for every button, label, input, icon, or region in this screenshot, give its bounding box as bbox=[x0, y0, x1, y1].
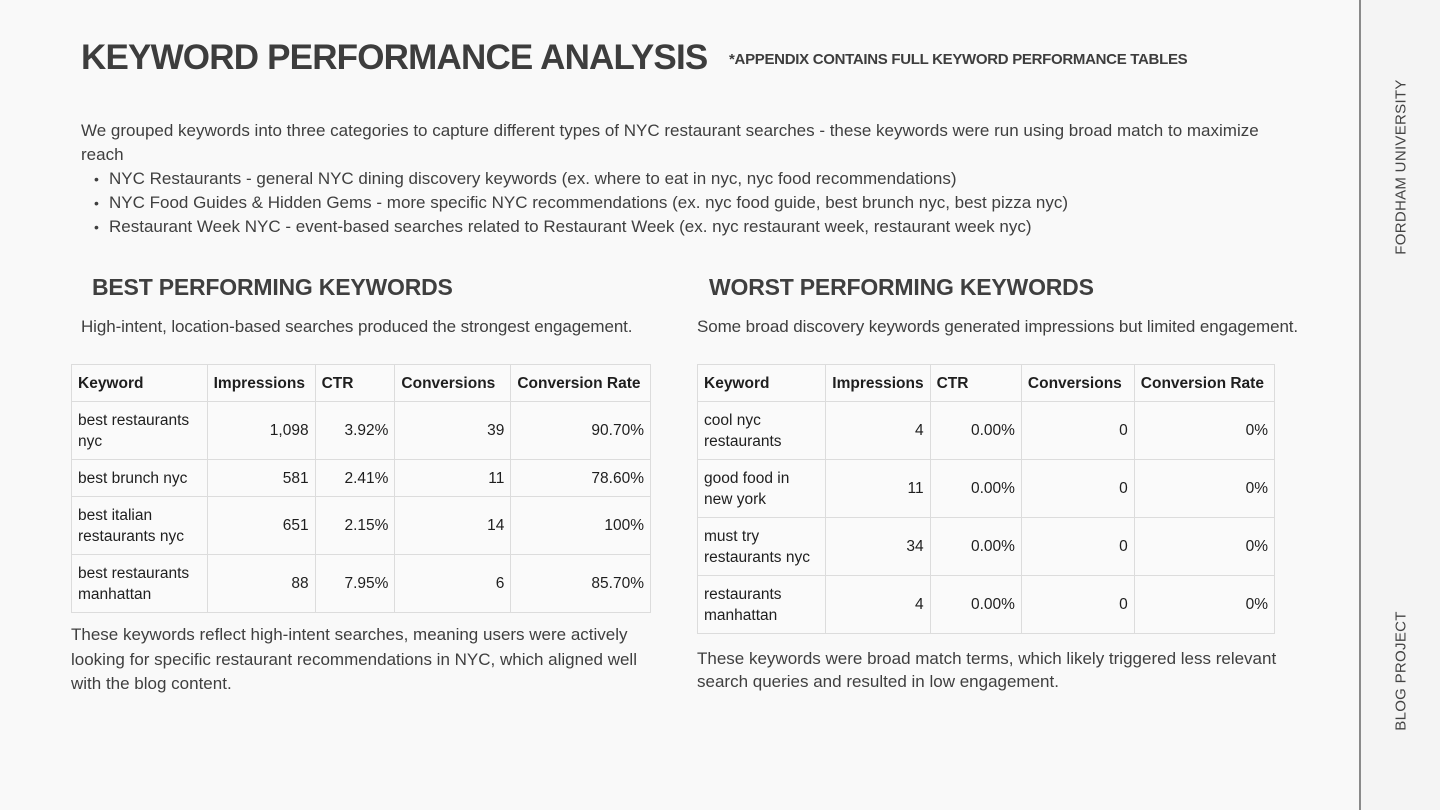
cell-conversion-rate: 0% bbox=[1134, 402, 1274, 460]
cell-conversion-rate: 0% bbox=[1134, 576, 1274, 634]
intro-section bbox=[81, 119, 1281, 239]
cell-conversions: 11 bbox=[395, 460, 511, 497]
cell-keyword: best restaurants manhattan bbox=[72, 555, 208, 613]
table-header-row bbox=[698, 365, 1275, 402]
table-row bbox=[72, 402, 651, 460]
cell-conversions: 0 bbox=[1021, 518, 1134, 576]
table-row bbox=[698, 460, 1275, 518]
cell-impressions: 4 bbox=[826, 402, 930, 460]
cell-conversions: 0 bbox=[1021, 576, 1134, 634]
column-header-conversion-rate: Conversion Rate bbox=[511, 365, 651, 402]
cell-keyword: must try restaurants nyc bbox=[698, 518, 826, 576]
category-item: • Restaurant Week NYC - event-based searches related to Restaurant Week (ex. nyc restaurant week, restaurant week nyc) bbox=[81, 215, 1281, 239]
cell-conversions: 0 bbox=[1021, 402, 1134, 460]
page-title: KEYWORD PERFORMANCE ANALYSIS bbox=[81, 38, 708, 77]
category-list bbox=[81, 167, 1281, 239]
cell-ctr: 3.92% bbox=[315, 402, 395, 460]
table-header-row bbox=[72, 365, 651, 402]
cell-keyword: good food in new york bbox=[698, 460, 826, 518]
table-row bbox=[698, 518, 1275, 576]
cell-ctr: 0.00% bbox=[930, 576, 1021, 634]
column-header-ctr: CTR bbox=[315, 365, 395, 402]
column-header-conversion-rate: Conversion Rate bbox=[1134, 365, 1274, 402]
cell-conversion-rate: 0% bbox=[1134, 460, 1274, 518]
cell-conversions: 14 bbox=[395, 497, 511, 555]
worst-keywords-note: These keywords were broad match terms, which likely triggered less relevant search queries and resulted in low engagement. bbox=[697, 649, 1277, 691]
cell-ctr: 2.15% bbox=[315, 497, 395, 555]
cell-conversion-rate: 78.60% bbox=[511, 460, 651, 497]
column-header-conversions: Conversions bbox=[1021, 365, 1134, 402]
cell-ctr: 0.00% bbox=[930, 460, 1021, 518]
cell-conversions: 0 bbox=[1021, 460, 1134, 518]
cell-impressions: 1,098 bbox=[207, 402, 315, 460]
column-header-keyword: Keyword bbox=[72, 365, 208, 402]
appendix-note: *APPENDIX CONTAINS FULL KEYWORD PERFORMANCE TABLES bbox=[729, 51, 1188, 68]
cell-impressions: 651 bbox=[207, 497, 315, 555]
table-row bbox=[698, 402, 1275, 460]
cell-conversions: 39 bbox=[395, 402, 511, 460]
cell-keyword: restaurants manhattan bbox=[698, 576, 826, 634]
table-row bbox=[72, 497, 651, 555]
category-item: • NYC Food Guides & Hidden Gems - more specific NYC recommendations (ex. nyc food guide, best brunch nyc, best pizza nyc) bbox=[81, 191, 1281, 215]
cell-ctr: 0.00% bbox=[930, 518, 1021, 576]
cell-ctr: 0.00% bbox=[930, 402, 1021, 460]
column-header-conversions: Conversions bbox=[395, 365, 511, 402]
sidebar-project-label: BLOG PROJECT bbox=[1392, 611, 1409, 731]
cell-conversion-rate: 0% bbox=[1134, 518, 1274, 576]
cell-impressions: 581 bbox=[207, 460, 315, 497]
cell-conversion-rate: 85.70% bbox=[511, 555, 651, 613]
best-keywords-heading: BEST PERFORMING KEYWORDS bbox=[92, 274, 453, 300]
table-row bbox=[698, 576, 1275, 634]
column-header-ctr: CTR bbox=[930, 365, 1021, 402]
worst-keywords-heading: WORST PERFORMING KEYWORDS bbox=[709, 274, 1094, 300]
column-header-keyword: Keyword bbox=[698, 365, 826, 402]
sidebar bbox=[1359, 0, 1440, 810]
sidebar-university-label: FORDHAM UNIVERSITY bbox=[1392, 79, 1409, 255]
cell-conversions: 6 bbox=[395, 555, 511, 613]
cell-keyword: best brunch nyc bbox=[72, 460, 208, 497]
cell-conversion-rate: 90.70% bbox=[511, 402, 651, 460]
worst-keywords-table bbox=[697, 364, 1275, 634]
cell-ctr: 7.95% bbox=[315, 555, 395, 613]
best-keywords-subheading: High-intent, location-based searches produced the strongest engagement. bbox=[81, 317, 633, 336]
best-keywords-table bbox=[71, 364, 651, 613]
cell-ctr: 2.41% bbox=[315, 460, 395, 497]
cell-impressions: 11 bbox=[826, 460, 930, 518]
table-row bbox=[72, 460, 651, 497]
column-header-impressions: Impressions bbox=[207, 365, 315, 402]
cell-impressions: 34 bbox=[826, 518, 930, 576]
worst-keywords-subheading: Some broad discovery keywords generated impressions but limited engagement. bbox=[697, 317, 1299, 336]
category-item: • NYC Restaurants - general NYC dining discovery keywords (ex. where to eat in nyc, nyc food recommendations) bbox=[81, 167, 1281, 191]
cell-keyword: cool nyc restaurants bbox=[698, 402, 826, 460]
cell-impressions: 88 bbox=[207, 555, 315, 613]
best-keywords-note: These keywords reflect high-intent searches, meaning users were actively looking for specific restaurant recommendations in NYC, which aligned well with the blog content. bbox=[71, 625, 637, 693]
intro-paragraph: We grouped keywords into three categories to capture different types of NYC restaurant searches - these keywords were run using broad match to maximize reach bbox=[81, 121, 1259, 164]
cell-keyword: best restaurants nyc bbox=[72, 402, 208, 460]
cell-impressions: 4 bbox=[826, 576, 930, 634]
column-header-impressions: Impressions bbox=[826, 365, 930, 402]
table-row bbox=[72, 555, 651, 613]
cell-conversion-rate: 100% bbox=[511, 497, 651, 555]
cell-keyword: best italian restaurants nyc bbox=[72, 497, 208, 555]
